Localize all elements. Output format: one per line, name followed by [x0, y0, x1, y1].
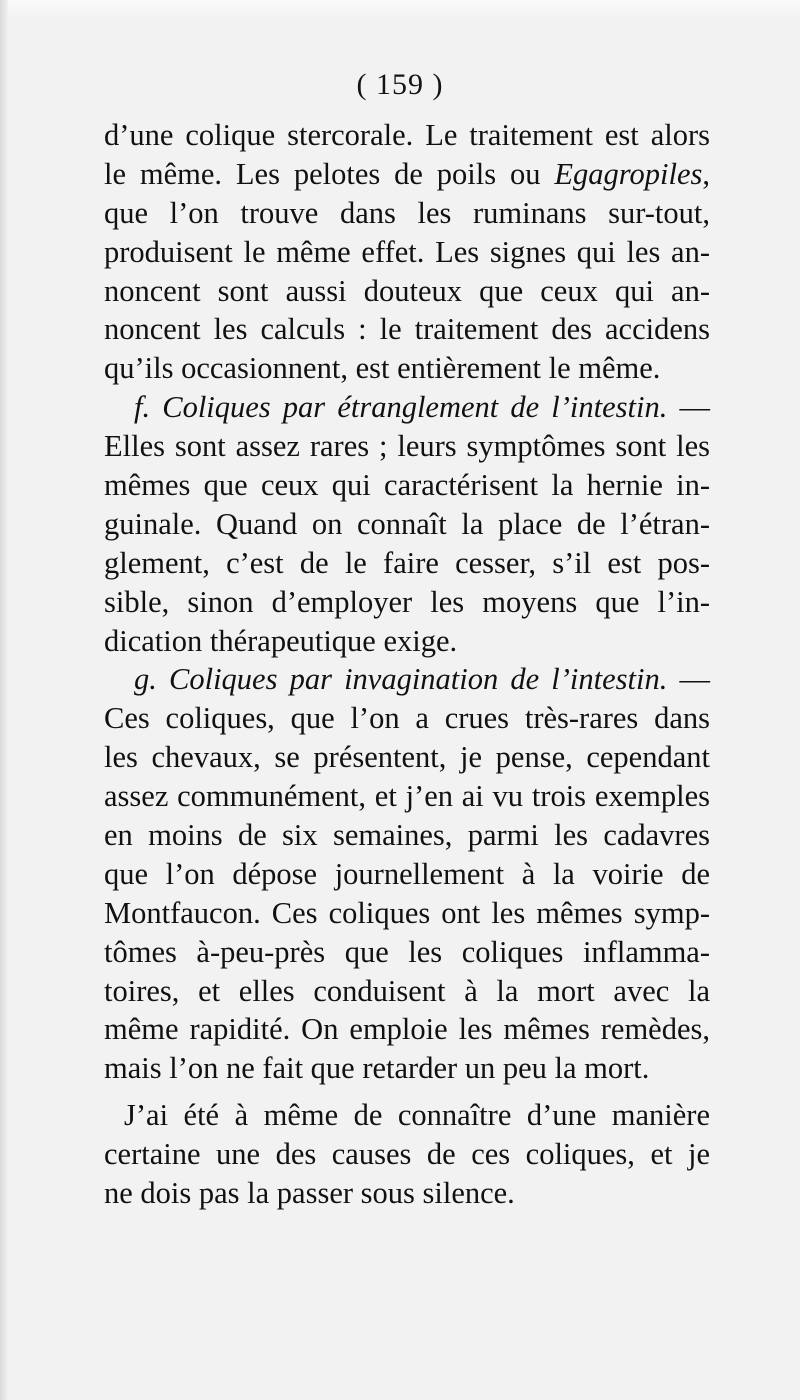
text-line: mais l’on ne fait que retarder un peu la mort.	[104, 1051, 650, 1086]
text-line: Ces coliques, que l’on a crues très-rares dans	[104, 701, 710, 736]
page-number: ( 159 )	[356, 68, 444, 101]
page-left-edge	[0, 0, 8, 1400]
text-line: tômes à-peu-près que les coliques inflamma-	[104, 934, 710, 969]
text-line: glement, c’est de le faire cesser, s’il est pos-	[104, 545, 710, 580]
text-line: assez communément, et j’en ai vu trois exemples	[104, 779, 710, 814]
section-heading-g: g. Coliques par invagination de l’intestin. —	[134, 662, 710, 697]
text-line: le même. Les pelotes de poils ou Egagropiles,	[104, 156, 710, 191]
section-heading-f: f. Coliques par étranglement de l’intestin. —	[134, 390, 710, 425]
text-line: Elles sont assez rares ; leurs symptômes sont les	[104, 429, 710, 464]
text-line: même rapidité. On emploie les mêmes remèdes,	[104, 1012, 710, 1047]
text-line: J’ai été à même de connaître d’une manière	[124, 1098, 710, 1133]
text-line: produisent le même effet. Les signes qui les an-	[104, 234, 710, 269]
page-top-edge	[0, 0, 800, 18]
text-line: mêmes que ceux qui caractérisent la hernie in-	[104, 468, 710, 503]
text-line: toires, et elles conduisent à la mort avec la	[104, 973, 710, 1008]
text-line: guinale. Quand on connaît la place de l’étran-	[104, 506, 710, 541]
text-line: Montfaucon. Ces coliques ont les mêmes symp-	[104, 895, 710, 930]
body-text	[104, 116, 710, 1213]
text-line: en moins de six semaines, parmi les cadavres	[104, 818, 710, 853]
text-line: que l’on dépose journellement à la voirie de	[104, 856, 710, 891]
text-line: noncent les calculs : le traitement des accidens	[104, 312, 710, 347]
text-line: sible, sinon d’employer les moyens que l’in-	[104, 584, 710, 619]
text-line: d’une colique stercorale. Le traitement est alors	[104, 118, 710, 152]
text-line: que l’on trouve dans les ruminans sur-tout,	[104, 195, 710, 230]
text-line: certaine une des causes de ces coliques, et je	[104, 1137, 710, 1172]
text-line: dication thérapeutique exige.	[104, 623, 458, 658]
text-line: qu’ils occasionnent, est entièrement le même.	[104, 351, 661, 386]
text-line: noncent sont aussi douteux que ceux qui an-	[104, 273, 710, 308]
text-line: ne dois pas la passer sous silence.	[104, 1176, 515, 1211]
italic-term: Egagropiles	[554, 156, 703, 191]
text-line: les chevaux, se présentent, je pense, cependant	[104, 740, 710, 775]
